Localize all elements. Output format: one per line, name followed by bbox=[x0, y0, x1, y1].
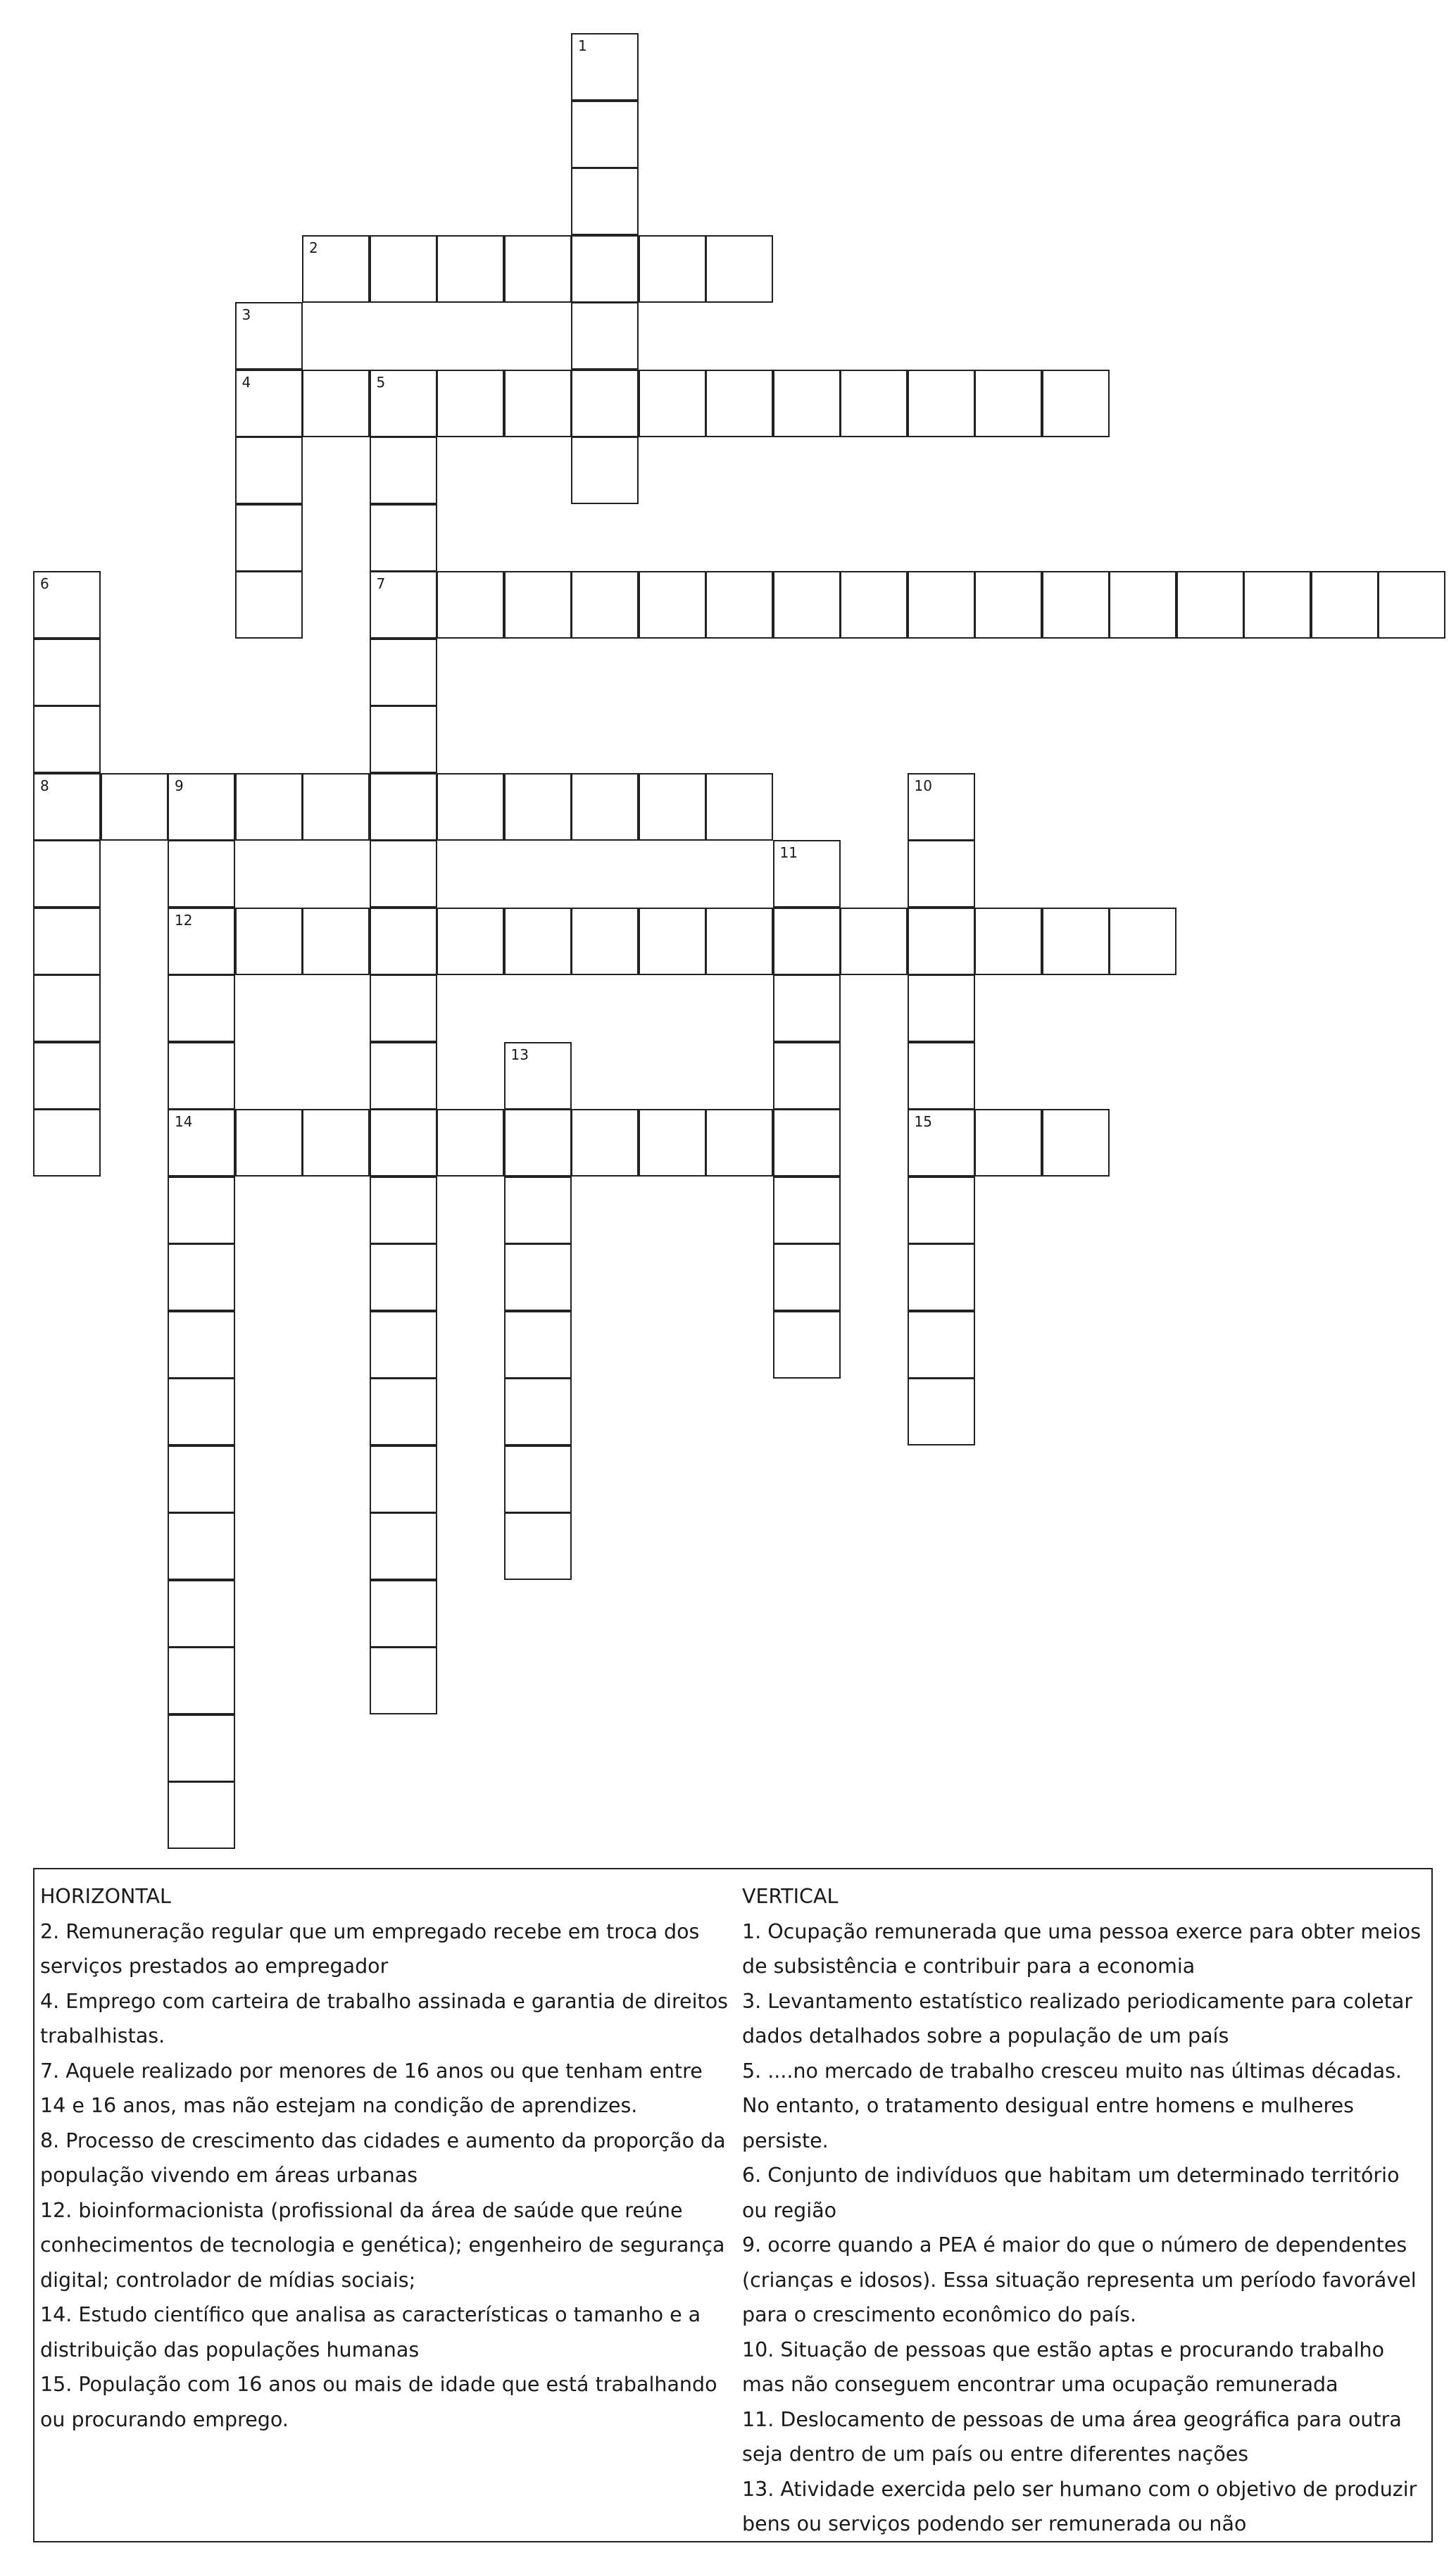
grid-cell[interactable] bbox=[302, 1109, 370, 1177]
grid-cell[interactable] bbox=[504, 1109, 572, 1177]
grid-cell[interactable] bbox=[235, 370, 303, 437]
grid-cell[interactable] bbox=[639, 370, 706, 437]
grid-cell[interactable] bbox=[705, 1109, 773, 1177]
grid-cell[interactable] bbox=[908, 1042, 975, 1110]
grid-cell[interactable] bbox=[33, 639, 101, 706]
grid-cell[interactable] bbox=[571, 1109, 639, 1177]
clue-vertical-9: 9. ocorre quando a PEA é maior do que o número de dependentes (crianças e idosos). Essa situação representa um período favorável para o crescimento econômico do país. bbox=[742, 2233, 1417, 2326]
clue-number: 6 bbox=[40, 575, 49, 592]
clue-vertical-3: 3. Levantamento estatístico realizado periodicamente para coletar dados detalhados sobre a população de um país bbox=[742, 1989, 1413, 2047]
grid-cell[interactable] bbox=[705, 370, 773, 437]
grid-cell[interactable] bbox=[370, 235, 437, 303]
grid-cell[interactable] bbox=[571, 168, 639, 235]
grid-cell[interactable] bbox=[705, 235, 773, 303]
grid-cell[interactable] bbox=[168, 1512, 235, 1580]
grid-cell[interactable] bbox=[235, 437, 303, 504]
grid-cell[interactable] bbox=[33, 974, 101, 1042]
grid-cell[interactable] bbox=[370, 1378, 437, 1445]
grid-cell[interactable] bbox=[571, 437, 639, 504]
grid-cell[interactable] bbox=[908, 908, 975, 975]
grid-cell[interactable] bbox=[168, 1311, 235, 1379]
grid-cell[interactable] bbox=[168, 974, 235, 1042]
clue-number: 11 bbox=[779, 844, 798, 861]
clue-number: 3 bbox=[241, 306, 251, 323]
grid-cell[interactable] bbox=[168, 1580, 235, 1648]
grid-cell[interactable] bbox=[571, 773, 639, 841]
grid-cell[interactable] bbox=[840, 908, 908, 975]
grid-cell[interactable] bbox=[908, 1109, 975, 1177]
grid-cell[interactable] bbox=[168, 773, 235, 841]
grid-cell[interactable] bbox=[370, 705, 437, 773]
grid-cell[interactable] bbox=[773, 1042, 841, 1110]
grid-cell[interactable] bbox=[504, 773, 572, 841]
grid-cell[interactable] bbox=[571, 908, 639, 975]
grid-cell[interactable] bbox=[773, 571, 841, 639]
grid-cell[interactable] bbox=[773, 370, 841, 437]
grid-cell[interactable] bbox=[773, 1177, 841, 1244]
vertical-heading: VERTICAL bbox=[742, 1885, 839, 1908]
grid-cell[interactable] bbox=[370, 639, 437, 706]
grid-cell[interactable] bbox=[773, 1311, 841, 1379]
clue-horizontal-7: 7. Aquele realizado por menores de 16 anos ou que tenham entre 14 e 16 anos, mas não estejam na condição de aprendizes. bbox=[40, 2059, 703, 2117]
clue-number: 7 bbox=[376, 575, 386, 592]
clue-vertical-1: 1. Ocupação remunerada que uma pessoa exerce para obter meios de subsistência e contribuir para a economia bbox=[742, 1919, 1422, 1978]
grid-cell[interactable] bbox=[370, 1311, 437, 1379]
clue-vertical-10: 10. Situação de pessoas que estão aptas e procurando trabalho mas não conseguem encontrar uma ocupação remunerada bbox=[742, 2338, 1385, 2396]
grid-cell[interactable] bbox=[504, 1042, 572, 1110]
grid-cell[interactable] bbox=[908, 370, 975, 437]
grid-cell[interactable] bbox=[437, 370, 504, 437]
grid-cell[interactable] bbox=[504, 908, 572, 975]
grid-cell[interactable] bbox=[571, 101, 639, 168]
grid-cell[interactable] bbox=[302, 773, 370, 841]
grid-cell[interactable] bbox=[639, 773, 706, 841]
grid-cell[interactable] bbox=[639, 908, 706, 975]
grid-cell[interactable] bbox=[168, 1445, 235, 1513]
grid-cell[interactable] bbox=[1042, 571, 1110, 639]
clue-number: 9 bbox=[175, 777, 184, 794]
clue-horizontal-4: 4. Emprego com carteira de trabalho assinada e garantia de direitos trabalhistas. bbox=[40, 1989, 728, 2047]
grid-cell[interactable] bbox=[504, 235, 572, 303]
grid-cell[interactable] bbox=[33, 773, 101, 841]
clue-number: 13 bbox=[510, 1046, 529, 1063]
grid-cell[interactable] bbox=[1042, 370, 1110, 437]
clue-vertical-11: 11. Deslocamento de pessoas de uma área geográfica para outra seja dentro de um país ou entre diferentes nações bbox=[742, 2407, 1402, 2466]
grid-cell[interactable] bbox=[370, 908, 437, 975]
grid-cell[interactable] bbox=[504, 571, 572, 639]
grid-cell[interactable] bbox=[235, 908, 303, 975]
grid-cell[interactable] bbox=[370, 1512, 437, 1580]
grid-cell[interactable] bbox=[370, 1580, 437, 1648]
grid-cell[interactable] bbox=[168, 908, 235, 975]
grid-cell[interactable] bbox=[1311, 571, 1379, 639]
grid-cell[interactable] bbox=[908, 1378, 975, 1445]
grid-cell[interactable] bbox=[773, 974, 841, 1042]
grid-cell[interactable] bbox=[840, 370, 908, 437]
grid-cell[interactable] bbox=[33, 571, 101, 639]
grid-cell[interactable] bbox=[370, 1177, 437, 1244]
grid-cell[interactable] bbox=[33, 908, 101, 975]
grid-cell[interactable] bbox=[1378, 571, 1445, 639]
grid-cell[interactable] bbox=[302, 370, 370, 437]
clue-horizontal-12: 12. bioinformacionista (profissional da área de saúde que reúne conhecimentos de tecnologia e genética); engenheiro de segurança digital; controlador de mídias sociais; bbox=[40, 2198, 725, 2292]
clue-number: 4 bbox=[241, 373, 251, 391]
grid-cell[interactable] bbox=[504, 1512, 572, 1580]
grid-cell[interactable] bbox=[101, 773, 168, 841]
grid-cell[interactable] bbox=[168, 1714, 235, 1782]
grid-cell[interactable] bbox=[235, 571, 303, 639]
grid-cell[interactable] bbox=[33, 840, 101, 908]
grid-cell[interactable] bbox=[908, 840, 975, 908]
grid-cell[interactable] bbox=[504, 1445, 572, 1513]
grid-cell[interactable] bbox=[974, 571, 1042, 639]
grid-cell[interactable] bbox=[908, 1243, 975, 1311]
grid-cell[interactable] bbox=[437, 773, 504, 841]
grid-cell[interactable] bbox=[1109, 908, 1176, 975]
grid-cell[interactable] bbox=[370, 437, 437, 504]
grid-cell[interactable] bbox=[437, 908, 504, 975]
grid-cell[interactable] bbox=[773, 908, 841, 975]
clue-horizontal-8: 8. Processo de crescimento das cidades e aumento da proporção da população vivendo em áreas urbanas bbox=[40, 2128, 726, 2187]
grid-cell[interactable] bbox=[705, 908, 773, 975]
grid-cell[interactable] bbox=[571, 302, 639, 370]
grid-cell[interactable] bbox=[302, 908, 370, 975]
grid-cell[interactable] bbox=[773, 840, 841, 908]
grid-cell[interactable] bbox=[504, 1243, 572, 1311]
clue-number: 5 bbox=[376, 373, 386, 391]
grid-cell[interactable] bbox=[33, 1042, 101, 1110]
grid-cell[interactable] bbox=[773, 1243, 841, 1311]
grid-cell[interactable] bbox=[437, 1109, 504, 1177]
grid-cell[interactable] bbox=[571, 33, 639, 101]
grid-cell[interactable] bbox=[168, 1781, 235, 1849]
grid-cell[interactable] bbox=[1042, 908, 1110, 975]
horizontal-heading: HORIZONTAL bbox=[40, 1885, 171, 1908]
clue-vertical-13: 13. Atividade exercida pelo ser humano com o objetivo de produzir bens ou serviços podendo ser remunerada ou não bbox=[742, 2477, 1417, 2535]
clue-number: 1 bbox=[578, 37, 587, 54]
grid-cell[interactable] bbox=[504, 1311, 572, 1379]
clue-vertical-6: 6. Conjunto de indivíduos que habitam um determinado território ou região bbox=[742, 2164, 1400, 2222]
grid-cell[interactable] bbox=[370, 1445, 437, 1513]
horizontal-clues bbox=[40, 1879, 734, 2437]
grid-cell[interactable] bbox=[370, 1042, 437, 1110]
grid-cell[interactable] bbox=[33, 1109, 101, 1177]
clue-number: 14 bbox=[175, 1113, 193, 1130]
grid-cell[interactable] bbox=[908, 1311, 975, 1379]
grid-cell[interactable] bbox=[370, 571, 437, 639]
grid-cell[interactable] bbox=[639, 571, 706, 639]
clue-vertical-5: 5. ....no mercado de trabalho cresceu muito nas últimas décadas. No entanto, o tratamento desigual entre homens e mulheres persiste. bbox=[742, 2059, 1402, 2152]
clue-horizontal-2: 2. Remuneração regular que um empregado recebe em troca dos serviços prestados ao empregador bbox=[40, 1919, 700, 1978]
grid-cell[interactable] bbox=[571, 370, 639, 437]
grid-cell[interactable] bbox=[370, 1109, 437, 1177]
grid-cell[interactable] bbox=[370, 1243, 437, 1311]
grid-cell[interactable] bbox=[974, 370, 1042, 437]
grid-cell[interactable] bbox=[908, 974, 975, 1042]
grid-cell[interactable] bbox=[168, 1647, 235, 1714]
grid-cell[interactable] bbox=[370, 773, 437, 841]
clue-horizontal-14: 14. Estudo científico que analisa as características o tamanho e a distribuição das populações humanas bbox=[40, 2303, 701, 2361]
grid-cell[interactable] bbox=[639, 235, 706, 303]
grid-cell[interactable] bbox=[168, 840, 235, 908]
clue-number: 10 bbox=[914, 777, 932, 794]
grid-cell[interactable] bbox=[437, 571, 504, 639]
grid-cell[interactable] bbox=[235, 302, 303, 370]
grid-cell[interactable] bbox=[302, 235, 370, 303]
grid-cell[interactable] bbox=[773, 1109, 841, 1177]
grid-cell[interactable] bbox=[168, 1177, 235, 1244]
grid-cell[interactable] bbox=[974, 908, 1042, 975]
grid-cell[interactable] bbox=[908, 1177, 975, 1244]
grid-cell[interactable] bbox=[168, 1109, 235, 1177]
grid-cell[interactable] bbox=[168, 1042, 235, 1110]
grid-cell[interactable] bbox=[908, 571, 975, 639]
grid-cell[interactable] bbox=[168, 1378, 235, 1445]
clues-box bbox=[33, 1868, 1433, 2542]
clue-number: 12 bbox=[175, 911, 193, 929]
grid-cell[interactable] bbox=[504, 1177, 572, 1244]
grid-cell[interactable] bbox=[908, 773, 975, 841]
clue-number: 8 bbox=[40, 777, 49, 794]
grid-cell[interactable] bbox=[370, 1647, 437, 1714]
clue-number: 2 bbox=[309, 239, 318, 256]
grid-cell[interactable] bbox=[1243, 571, 1311, 639]
grid-cell[interactable] bbox=[504, 1378, 572, 1445]
grid-cell[interactable] bbox=[571, 235, 639, 303]
grid-cell[interactable] bbox=[168, 1243, 235, 1311]
clue-number: 15 bbox=[914, 1113, 932, 1130]
grid-cell[interactable] bbox=[705, 773, 773, 841]
vertical-clues bbox=[742, 1879, 1425, 2542]
grid-cell[interactable] bbox=[840, 571, 908, 639]
grid-cell[interactable] bbox=[1042, 1109, 1110, 1177]
grid-cell[interactable] bbox=[571, 571, 639, 639]
grid-cell[interactable] bbox=[1176, 571, 1244, 639]
grid-cell[interactable] bbox=[437, 235, 504, 303]
grid-cell[interactable] bbox=[974, 1109, 1042, 1177]
grid-cell[interactable] bbox=[370, 370, 437, 437]
grid-cell[interactable] bbox=[504, 370, 572, 437]
grid-cell[interactable] bbox=[235, 504, 303, 572]
grid-cell[interactable] bbox=[639, 1109, 706, 1177]
grid-cell[interactable] bbox=[705, 571, 773, 639]
grid-cell[interactable] bbox=[370, 974, 437, 1042]
grid-cell[interactable] bbox=[33, 705, 101, 773]
grid-cell[interactable] bbox=[1109, 571, 1176, 639]
grid-cell[interactable] bbox=[370, 504, 437, 572]
grid-cell[interactable] bbox=[235, 773, 303, 841]
grid-cell[interactable] bbox=[370, 840, 437, 908]
clue-horizontal-15: 15. População com 16 anos ou mais de idade que está trabalhando ou procurando emprego. bbox=[40, 2373, 717, 2431]
grid-cell[interactable] bbox=[235, 1109, 303, 1177]
